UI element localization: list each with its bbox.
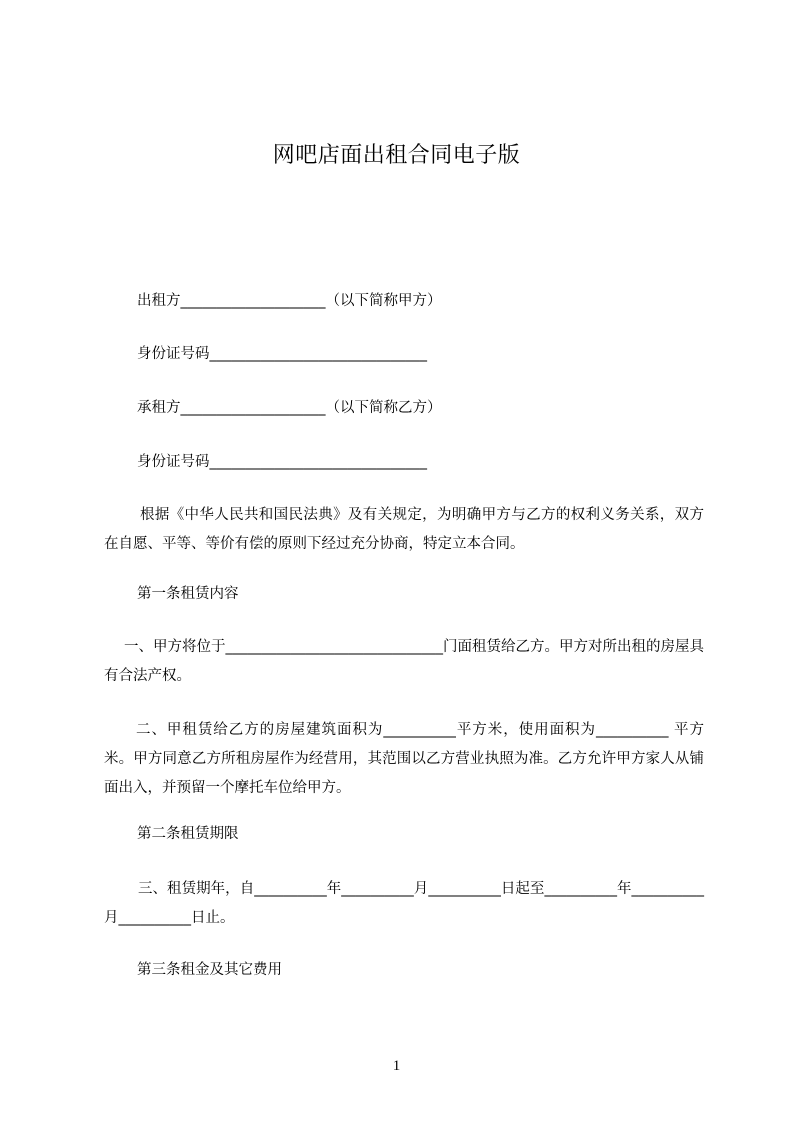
article2-heading: 第二条租赁期限 [137, 826, 239, 842]
preamble-paragraph: 根据《中华人民共和国民法典》及有关规定，为明确甲方与乙方的权利义务关系，双方在自愿、平等、等价有偿的原则下经过充分协商，特定立本合同。 [104, 507, 704, 552]
clause1-paragraph: 一、甲方将位于______________________________门面租赁给乙方。甲方对所出租的房屋具有合法产权。 [104, 639, 704, 684]
lessor-id-line: 身份证号码______________________________ [137, 346, 427, 362]
lessee-line: 承租方____________________（以下简称乙方） [137, 400, 442, 416]
clause3-paragraph: 三、租赁期年，自__________年__________月__________日起至__________年__________月__________日止。 [104, 881, 704, 926]
article3-heading: 第三条租金及其它费用 [137, 962, 282, 978]
lessee-id-line: 身份证号码______________________________ [137, 454, 427, 470]
lessor-line: 出租方____________________（以下简称甲方） [137, 293, 442, 309]
document-title: 网吧店面出租合同电子版 [272, 143, 521, 168]
page-number: 1 [392, 1058, 401, 1074]
article1-heading: 第一条租赁内容 [137, 586, 239, 602]
clause2-paragraph: 二、甲租赁给乙方的房屋建筑面积为__________平方米，使用面积为__________ 平方米。甲方同意乙方所租房屋作为经营用，其范围以乙方营业执照为准。乙方允许甲方家人从铺面出入，并预留一个摩托车位给甲方。 [104, 722, 704, 796]
